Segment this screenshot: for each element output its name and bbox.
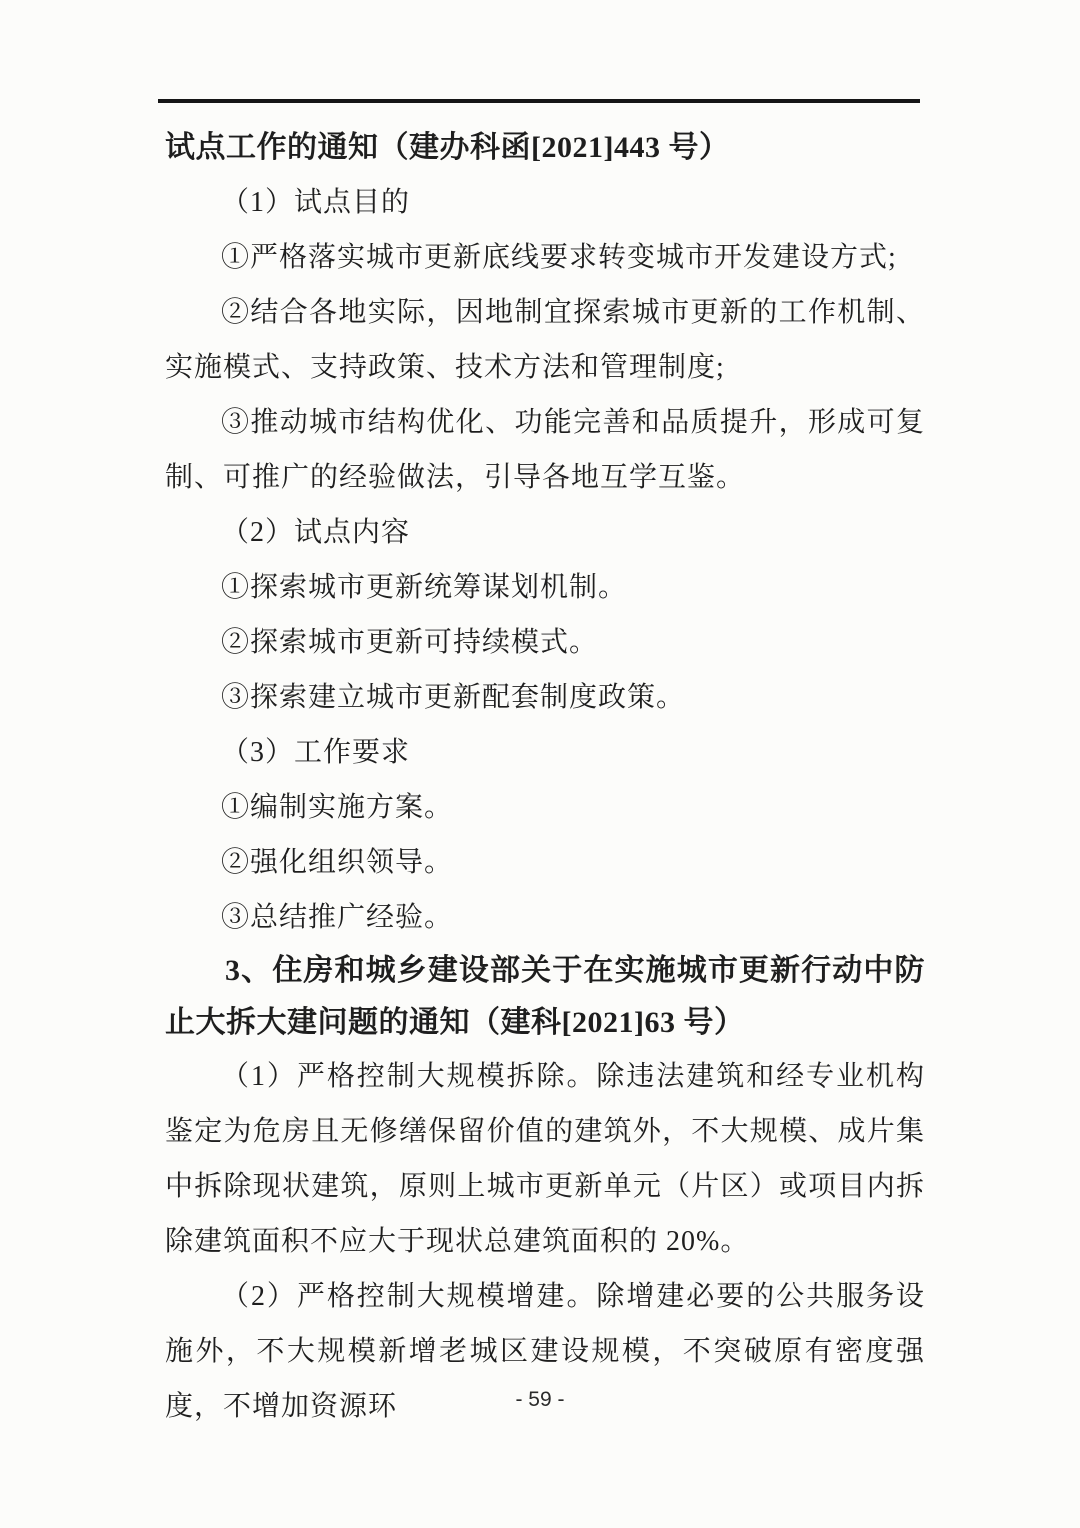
section-heading-3: 3、住房和城乡建设部关于在实施城市更新行动中防止大拆大建问题的通知（建科[2021]63 号） xyxy=(165,954,925,1039)
list-item: ②结合各地实际，因地制宜探索城市更新的工作机制、实施模式、支持政策、技术方法和管理制度; xyxy=(165,297,925,383)
list-item: ③推动城市结构优化、功能完善和品质提升，形成可复制、可推广的经验做法，引导各地互学互鉴。 xyxy=(165,407,925,493)
body-paragraph: （1）严格控制大规模拆除。除违法建筑和经专业机构鉴定为危房且无修缮保留价值的建筑外，不大规模、成片集中拆除现状建筑，原则上城市更新单元（片区）或项目内拆除建筑面积不应大于现状总建筑面积的 20%。 xyxy=(165,1061,925,1257)
page-number: - 59 - xyxy=(515,1388,565,1411)
list-item: ③探索建立城市更新配套制度政策。 xyxy=(221,682,686,713)
heading-continuation: 试点工作的通知（建办科函[2021]443 号） xyxy=(165,131,730,164)
list-item: ①编制实施方案。 xyxy=(221,792,454,823)
list-item: ①严格落实城市更新底线要求转变城市开发建设方式; xyxy=(221,242,897,273)
subheading-1-3: （3）工作要求 xyxy=(221,737,411,768)
body-paragraph: （2）严格控制大规模增建。除增建必要的公共服务设施外，不大规模新增老城区建设规模，不突破原有密度强度，不增加资源环 xyxy=(165,1281,925,1422)
list-item: ③总结推广经验。 xyxy=(221,902,454,933)
list-item: ②强化组织领导。 xyxy=(221,847,454,878)
list-item: ②探索城市更新可持续模式。 xyxy=(221,627,599,658)
list-item: ①探索城市更新统筹谋划机制。 xyxy=(221,572,628,603)
subheading-1-1: （1）试点目的 xyxy=(221,187,411,218)
document-body xyxy=(165,120,925,1434)
header-divider xyxy=(158,99,920,103)
subheading-1-2: （2）试点内容 xyxy=(221,517,411,548)
